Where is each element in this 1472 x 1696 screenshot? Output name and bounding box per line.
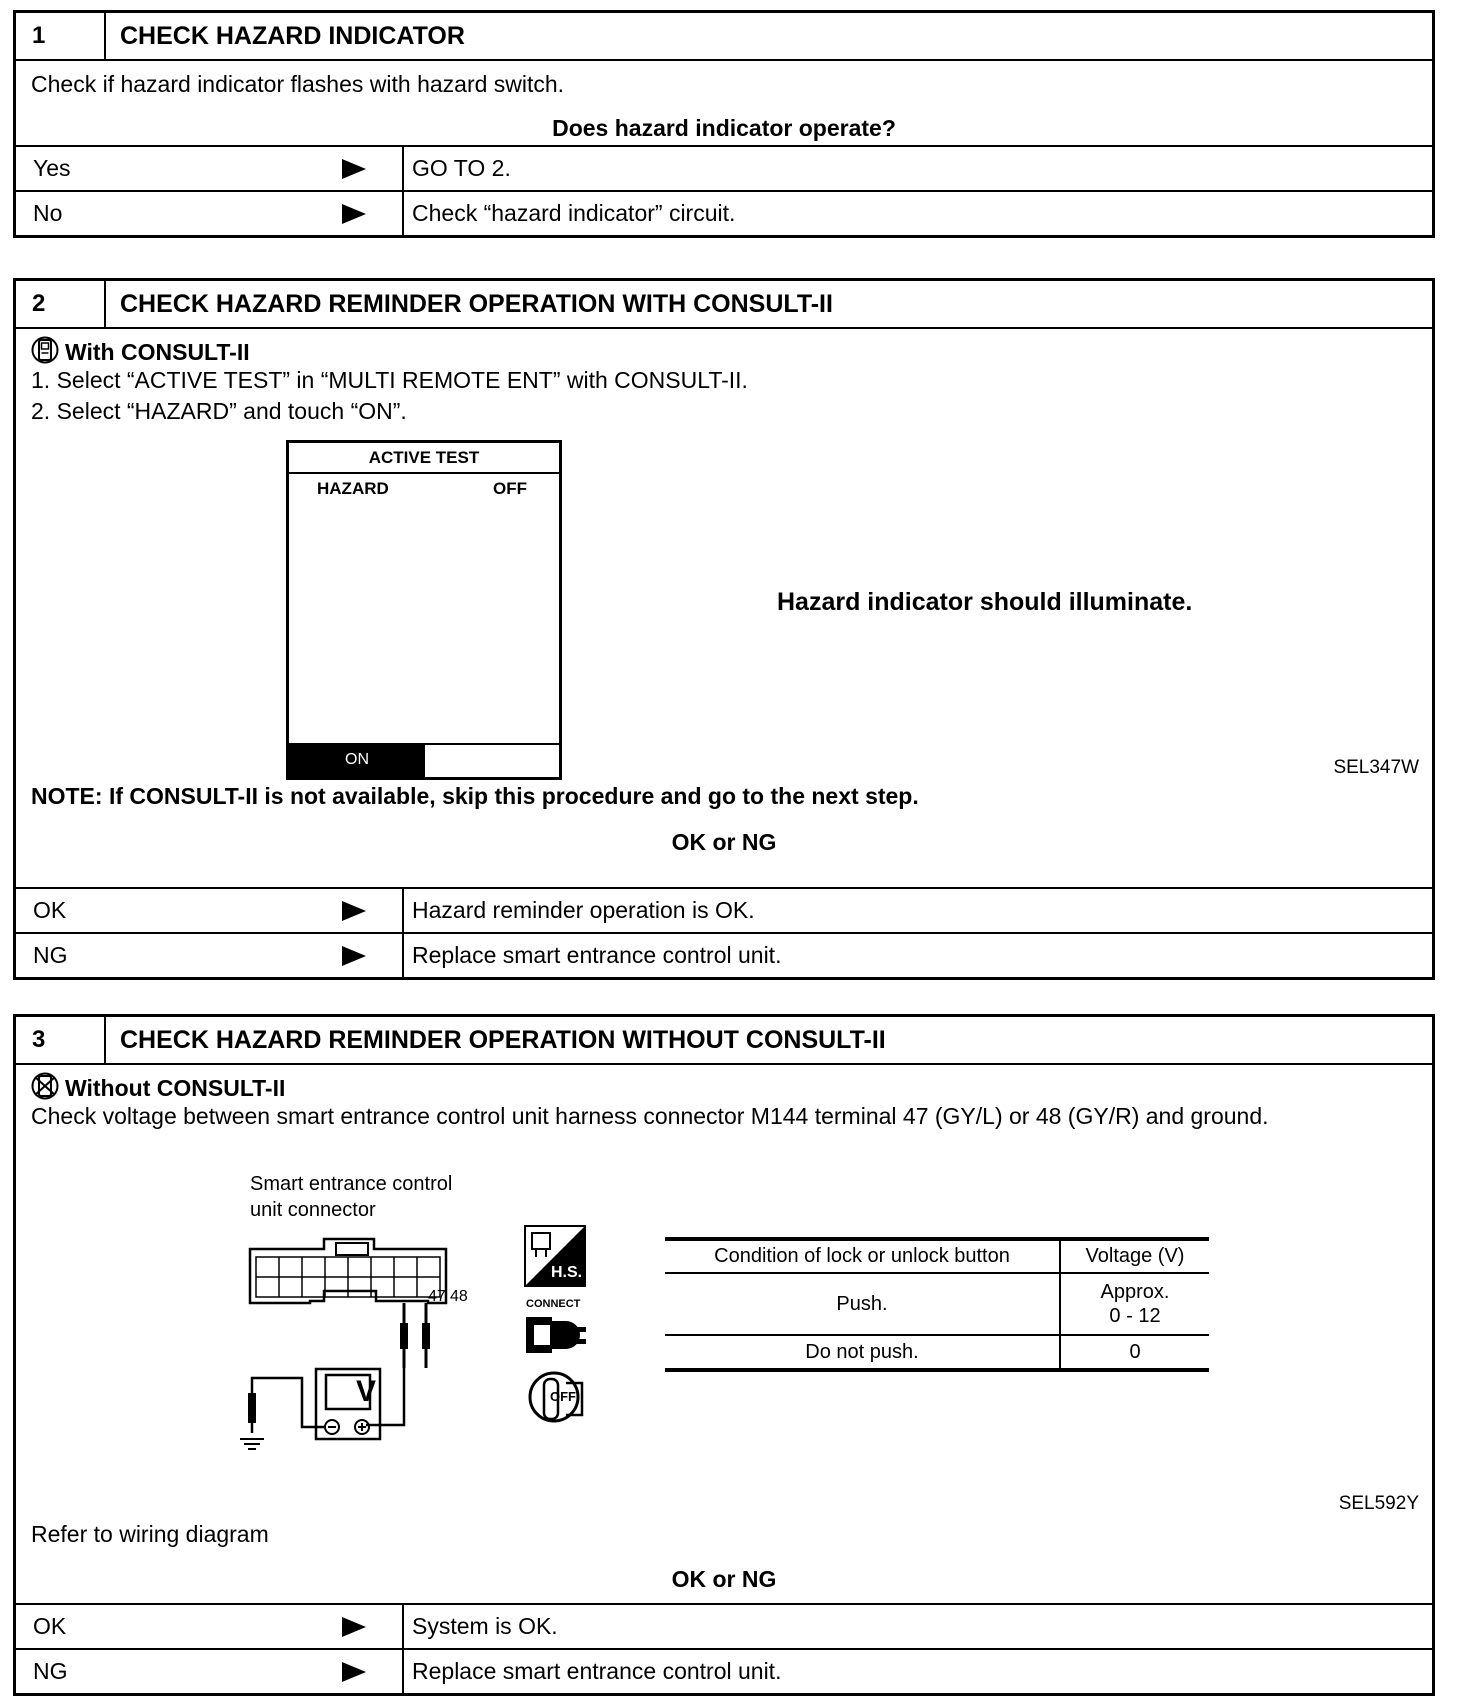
no-consult-tool-icon: [31, 1071, 59, 1101]
step-number: 1: [16, 13, 106, 59]
result-key: NG: [33, 1658, 68, 1684]
meter-symbol: V: [356, 1375, 377, 1408]
table-cell-condition: Push.: [665, 1273, 1060, 1335]
off-label: OFF: [550, 1389, 576, 1404]
procedure-line-2: 2. Select “HAZARD” and touch “ON”.: [31, 398, 407, 424]
step-3-header: [16, 1017, 1432, 1065]
connector-label-line-1: Smart entrance control: [250, 1173, 453, 1195]
step-2-body: [16, 329, 1432, 889]
screen-item-label: HAZARD: [317, 479, 389, 498]
question-text: Does hazard indicator operate?: [552, 115, 896, 141]
result-value: GO TO 2.: [402, 147, 511, 190]
connector-label-line-2: unit connector: [250, 1199, 376, 1221]
refer-text: Refer to wiring diagram: [31, 1521, 269, 1547]
table-header-row: [665, 1239, 1209, 1273]
table-cell-condition: Do not push.: [665, 1335, 1060, 1370]
method-heading: [31, 335, 250, 366]
consult-tool-icon: [31, 335, 59, 365]
result-key: OK: [33, 1613, 67, 1639]
connect-label: CONNECT: [526, 1298, 581, 1310]
active-test-screen: [286, 440, 562, 780]
figure-code: SEL347W: [1333, 757, 1419, 778]
method-heading: [31, 1071, 285, 1102]
result-value: Hazard reminder operation is OK.: [402, 889, 755, 932]
result-value: Replace smart entrance control unit.: [402, 934, 781, 977]
table-header-voltage: Voltage (V): [1085, 1245, 1185, 1267]
connect-icon: [524, 1313, 588, 1357]
step-title: CHECK HAZARD INDICATOR: [120, 22, 465, 50]
callout-text: Hazard indicator should illuminate.: [777, 588, 1193, 616]
result-row: [16, 147, 1432, 192]
connector-measurement-diagram: [236, 1233, 486, 1473]
terminal-48-label: 48: [450, 1288, 468, 1305]
table-header-condition: Condition of lock or unlock button: [665, 1239, 1060, 1273]
step-1-header: [16, 13, 1432, 61]
note-text: NOTE: If CONSULT-II is not available, skip this procedure and go to the next step.: [31, 783, 919, 809]
step-3-box: [13, 1014, 1435, 1696]
result-value: System is OK.: [402, 1605, 558, 1648]
voltage-line-1: Approx.: [1100, 1281, 1170, 1303]
step-2-header: [16, 281, 1432, 329]
table-cell-voltage: 0: [1129, 1340, 1141, 1363]
screen-item-state: OFF: [493, 479, 527, 498]
result-value: Check “hazard indicator” circuit.: [402, 192, 735, 235]
step-1-body: [16, 61, 1432, 147]
result-key: NG: [33, 942, 68, 968]
arrow-right-icon: [342, 946, 366, 966]
arrow-right-icon: [342, 901, 366, 921]
result-row: [16, 1605, 1432, 1650]
terminal-47-label: 47: [428, 1288, 446, 1305]
screen-blank-button[interactable]: [425, 743, 559, 777]
step-number: 3: [16, 1017, 106, 1063]
procedure-line-1: 1. Select “ACTIVE TEST” in “MULTI REMOTE ENT” with CONSULT-II.: [31, 367, 748, 393]
hs-label: H.S.: [551, 1264, 583, 1281]
question-text: OK or NG: [671, 1566, 777, 1592]
method-label: With CONSULT-II: [65, 339, 250, 365]
table-cell-voltage: [1060, 1273, 1209, 1335]
result-row: [16, 889, 1432, 934]
instruction-text: Check voltage between smart entrance control unit harness connector M144 terminal 47 (GY/L) or 48 (GY/R) and ground.: [31, 1103, 1269, 1129]
result-row: [16, 934, 1432, 977]
question-text: OK or NG: [671, 829, 777, 855]
result-key: Yes: [33, 155, 71, 181]
step-title: CHECK HAZARD REMINDER OPERATION WITH CONSULT-II: [120, 290, 833, 318]
arrow-right-icon: [342, 1617, 366, 1637]
method-label: Without CONSULT-II: [65, 1075, 286, 1101]
screen-on-button[interactable]: ON: [289, 743, 425, 777]
arrow-right-icon: [342, 159, 366, 179]
step-title: CHECK HAZARD REMINDER OPERATION WITHOUT CONSULT-II: [120, 1026, 886, 1054]
step-number: 2: [16, 281, 106, 327]
step-3-body: [16, 1065, 1432, 1605]
step-1-box: [13, 10, 1435, 238]
result-key: No: [33, 200, 63, 226]
result-row: [16, 192, 1432, 235]
result-value: Replace smart entrance control unit.: [402, 1650, 781, 1693]
voltage-table: [665, 1237, 1209, 1372]
figure-code: SEL592Y: [1338, 1493, 1419, 1514]
result-key: OK: [33, 897, 67, 923]
arrow-right-icon: [342, 1662, 366, 1682]
voltage-line-2: 0 - 12: [1109, 1305, 1161, 1327]
arrow-right-icon: [342, 204, 366, 224]
table-row: [665, 1335, 1209, 1370]
table-row: [665, 1273, 1209, 1335]
instruction-text: Check if hazard indicator flashes with hazard switch.: [31, 71, 565, 97]
screen-header: ACTIVE TEST: [289, 443, 559, 474]
result-row: [16, 1650, 1432, 1693]
step-2-box: [13, 278, 1435, 980]
